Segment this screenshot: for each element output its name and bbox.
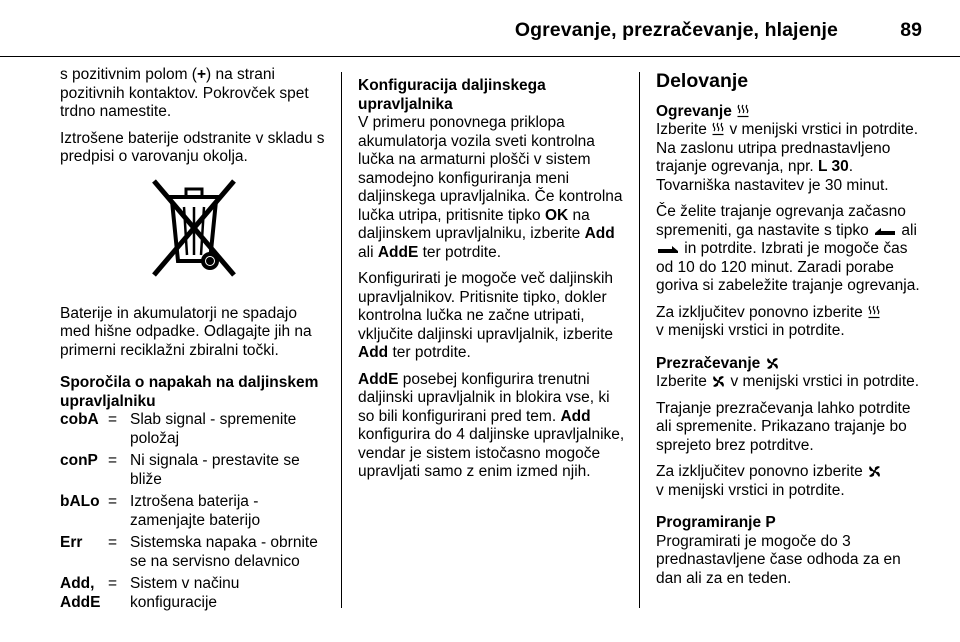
config-heading: Konfiguracija daljinskega upravljalnika (358, 77, 546, 113)
fan-icon (712, 375, 725, 388)
message-code: cobA (60, 411, 99, 428)
text-run: v menijski vrstici in potrdite. (726, 373, 920, 390)
key-adde: AddE (377, 243, 419, 261)
text-run: Izberite (656, 373, 712, 390)
header-rule (0, 56, 960, 57)
text-run: ter potrdite. (418, 243, 502, 261)
key-add: Add (584, 225, 615, 242)
key-ok: OK (544, 206, 569, 224)
key-add: Add (358, 344, 389, 361)
heating-text-3 (656, 304, 926, 341)
page-header (0, 0, 960, 56)
table-row (60, 534, 328, 575)
equals-sign: = (108, 534, 118, 551)
text-run: Konfigurirati je mogoče več daljinskih upravljalnikov. Pritisnite tipko, dokler kontrolna lučka ne začne utripati, vključite daljinski upravljalnik, izberite (358, 270, 614, 343)
column-middle (358, 66, 628, 490)
equals-sign: = (108, 575, 118, 592)
message-code: conP (60, 452, 98, 469)
text-run: ali (358, 243, 378, 261)
fan-icon (766, 357, 779, 370)
heating-text-1 (656, 121, 926, 195)
text-run: V primeru ponovnega priklopa akumulatorja vozila sveti kontrolna lučka na armaturni plošči v sistem samodejno konfiguriranja meni daljinskega upravljalnika. Če kontrolna lučka utripa, pritisnite tipko (358, 114, 623, 224)
text-run: ) na strani pozitivnih kontaktov. Pokrovček spet trdno namestite. (60, 66, 309, 120)
heating-heading (656, 103, 926, 122)
message-code: bALo (60, 493, 100, 510)
message-code: Err (60, 534, 83, 551)
text-run: Izberite (656, 121, 712, 138)
message-text: Iztrošena baterija - zamenjajte baterijo (130, 493, 261, 529)
left-arrow-icon (874, 227, 896, 237)
ventilation-text-1 (656, 373, 926, 392)
message-text: Ni signala - prestavite se bliže (130, 452, 300, 488)
message-code: Add, AddE (60, 575, 101, 611)
section-heading: Delovanje (656, 70, 749, 92)
ventilation-text-3 (656, 463, 926, 500)
programming-text: Programirati je mogoče do 3 prednastavljene čase odhoda za en dan ali za en teden. (656, 532, 901, 587)
text-run: v menijski vrstici in potrdite. Na zaslonu utripa prednastavljeno trajanje ogrevanja, npr. (656, 121, 919, 175)
message-text: Sistem v načinu konfiguracije (130, 575, 240, 611)
ventilation-text-2: Trajanje prezračevanja lahko potrdite ali spremenite. Prikazano trajanje bo sprejeto brez potrditve. (656, 399, 911, 454)
column-divider (639, 72, 640, 608)
text-run: in potrdite. Izbrati je mogoče čas od 10 do 120 minut. Zaradi porabe goriva si zabeležite trajanje ogrevanja. (656, 240, 920, 294)
message-text: Slab signal - spremenite položaj (130, 411, 297, 447)
heading-text: Ogrevanje (656, 102, 732, 120)
column-right (656, 66, 926, 596)
display-example: L 30 (818, 158, 849, 175)
text-run: v menijski vrstici in potrdite. (656, 322, 845, 339)
text-run: ali (897, 221, 917, 239)
text-run: ter potrdite. (388, 344, 471, 361)
equals-sign: = (108, 452, 118, 469)
equals-sign: = (108, 411, 118, 428)
text-run: Za izključitev ponovno izberite (656, 303, 868, 321)
crossed-out-bin-icon (60, 175, 328, 287)
message-text: Sistemska napaka - obrnite se na servisno delavnico (130, 534, 318, 570)
programming-heading: Programiranje P (656, 514, 776, 531)
table-row (60, 452, 328, 493)
text-run: Če želite trajanje ogrevanja začasno spremeniti, ga nastavite s tipko (656, 203, 906, 239)
heating-icon (868, 305, 880, 319)
text-run: s pozitivnim polom ( (60, 66, 197, 83)
heating-icon (737, 104, 749, 118)
battery-install-text (60, 66, 328, 122)
plus-icon: + (196, 66, 207, 83)
messages-table (60, 411, 328, 616)
right-arrow-icon (657, 245, 679, 255)
key-add: Add (560, 407, 591, 425)
config-text-3 (358, 371, 628, 482)
table-row (60, 575, 328, 616)
text-run: Za izključitev ponovno izberite (656, 463, 868, 480)
heating-text-2 (656, 203, 926, 296)
page-number: 89 (900, 19, 922, 41)
column-divider (341, 72, 342, 608)
heating-icon (712, 122, 724, 136)
text-run: konfigurira do 4 daljinske upravljalnike, vendar je sistem istočasno mogoče upravljati samo z enim izmed njih. (358, 426, 625, 480)
text-run: v menijski vrstici in potrdite. (656, 481, 845, 499)
heading-text: Prezračevanje (656, 354, 761, 372)
page-title: Ogrevanje, prezračevanje, hlajenje (514, 19, 838, 41)
equals-sign: = (108, 493, 118, 510)
ventilation-heading (656, 355, 926, 374)
table-row (60, 493, 328, 534)
text-run: na daljinskem upravljalniku, izberite (358, 206, 590, 242)
text-run: posebej konfigurira trenutni daljinski upravljalnik in blokira vse, ki so bili konfigurirani pred tem. (358, 370, 610, 425)
column-left (60, 66, 328, 616)
table-row (60, 411, 328, 452)
messages-heading: Sporočila o napakah na daljinskem upravljalniku (60, 374, 319, 410)
key-adde: AddE (358, 370, 399, 388)
fan-icon (868, 465, 881, 478)
battery-recycle-text: Baterije in akumulatorji ne spadajo med hišne odpadke. Odlagajte jih na primerni reciklažni zbiralni točki. (60, 304, 312, 359)
config-text-1 (358, 114, 628, 262)
battery-disposal-text: Iztrošene baterije odstranite v skladu s predpisi o varovanju okolja. (60, 129, 325, 165)
text-run: . Tovarniška nastavitev je 30 minut. (656, 158, 889, 194)
config-text-2 (358, 270, 628, 363)
